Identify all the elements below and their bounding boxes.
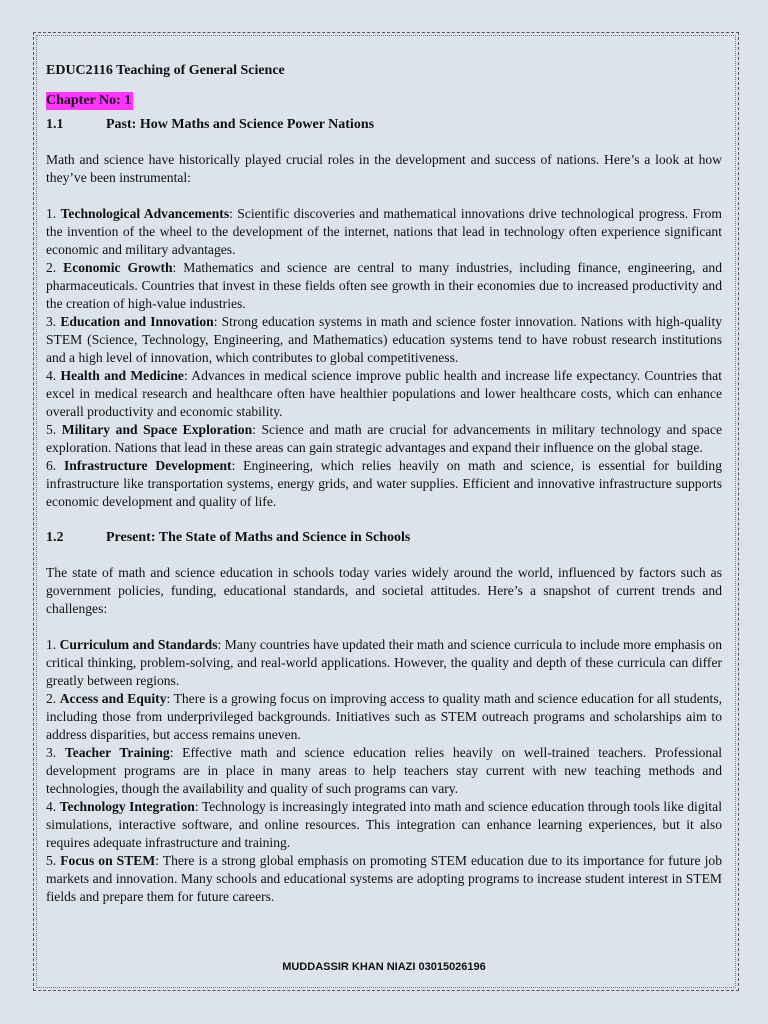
list-item-term: Teacher Training (64, 745, 170, 760)
chapter-label: Chapter No: 1 (46, 93, 132, 108)
section-heading-1-1 (46, 116, 722, 134)
list-item: 5. Military and Space Exploration: Science and math are crucial for advancements in military technology and space exploration. Nations that lead in these areas can gain strategic advantages and expand their influence on the global stage. (46, 422, 722, 455)
list-item-term: Health and Medicine (60, 368, 184, 383)
section-number: 1.1 (46, 117, 64, 132)
list-item: 2. Access and Equity: There is a growing focus on improving access to quality math and science education for all students, including those from underprivileged backgrounds. Initiatives such as STEM outreach programs and scholarships aim to address disparities, but access remains uneven. (46, 691, 723, 742)
list-item-text: : Science and math are crucial for advancements in military technology and space exploration. Nations that lead in these areas can gain strategic advantages and expand their influence on the global stage. (46, 422, 722, 455)
list-item-term: Curriculum and Standards (59, 637, 218, 652)
list-item: 1. Technological Advancements: Scientific discoveries and mathematical innovations drive technological progress. From the invention of the wheel to the development of the internet, nations that lead in technology often experience significant economic and military advantages. (46, 206, 722, 257)
list-item-term: Focus on STEM (60, 853, 156, 868)
list-item-term: Education and Innovation (60, 314, 214, 329)
list-item: 4. Technology Integration: Technology is increasingly integrated into math and science education through tools like digital simulations, interactive software, and online resources. This integration can enhance learning experiences, but it also requires adequate infrastructure and training. (46, 799, 722, 850)
section-list-1-2 (46, 636, 722, 906)
list-item-text: : There is a strong global emphasis on promoting STEM education due to its importance for future job markets and innovation. Many schools and educational systems are adopting programs to increase student interest in STEM fields and prepare them for future careers. (46, 853, 722, 904)
list-item-term: Access and Equity (59, 691, 167, 706)
list-item: 6. Infrastructure Development: Engineering, which relies heavily on math and science, is essential for building infrastructure like transportation systems, energy grids, and water supplies. Efficient and innovative infrastructure supports economic development and quality of life. (46, 458, 723, 509)
section-intro-1-2: The state of math and science education in schools today varies widely around the world, influenced by factors such as government policies, funding, educational standards, and societal attitudes. Here’s a snapshot of current trends and challenges: (46, 565, 722, 616)
list-item-term: Military and Space Exploration (61, 422, 253, 437)
list-item-term: Technology Integration (59, 799, 195, 814)
section-heading-1-2 (46, 529, 722, 547)
section-intro-1-1: Math and science have historically played crucial roles in the development and success of nations. Here’s a look at how they’ve been instrumental: (46, 152, 722, 185)
list-item-text: : Mathematics and science are central to many industries, including finance, engineering, and pharmaceuticals. Countries that invest in these fields often see growth in their economies due to increased productivity and the creation of high-value industries. (46, 260, 722, 311)
list-item-text: : Strong education systems in math and science foster innovation. Nations with high-quality STEM (Science, Technology, Engineering, and Mathematics) education systems tend to have robust research institutions and a high level of innovation, which contributes to global competitiveness. (46, 314, 723, 365)
section-number: 1.2 (46, 530, 64, 545)
list-item-text: : Effective math and science education relies heavily on well-trained teachers. Professional development programs are in place in many areas to help teachers stay current with new teaching methods and technologies, though the availability and quality of such programs can vary. (46, 745, 723, 796)
list-item: 5. Focus on STEM: There is a strong global emphasis on promoting STEM education due to its importance for future job markets and innovation. Many schools and educational systems are adopting programs to increase student interest in STEM fields and prepare them for future careers. (46, 853, 722, 904)
list-item-term: Economic Growth (63, 260, 173, 275)
list-item: 4. Health and Medicine: Advances in medical science improve public health and increase life expectancy. Countries that excel in medical research and healthcare often have healthier populations and lower healthcare costs, which can enhance overall productivity and economic stability. (46, 368, 722, 419)
section-title: Present: The State of Maths and Science in Schools (106, 530, 411, 545)
list-item: 3. Teacher Training: Effective math and science education relies heavily on well-trained teachers. Professional development programs are in place in many areas to help teachers stay current with new teaching methods and technologies, though the availability and quality of such programs can vary. (46, 745, 723, 796)
section-list-1-1 (46, 205, 722, 511)
document-content (46, 62, 722, 924)
document-title: EDUC2116 Teaching of General Science (46, 63, 285, 78)
section-title: Past: How Maths and Science Power Nations (106, 117, 375, 132)
list-item: 1. Curriculum and Standards: Many countries have updated their math and science curricula to include more emphasis on critical thinking, problem-solving, and real-world applications. However, the quality and depth of these curricula can differ greatly between regions. (46, 637, 723, 688)
list-item-text: : Scientific discoveries and mathematical innovations drive technological progress. From the invention of the wheel to the development of the internet, nations that lead in technology often experience significant economic and military advantages. (46, 206, 722, 257)
list-item: 3. Education and Innovation: Strong education systems in math and science foster innovation. Nations with high-quality STEM (Science, Technology, Engineering, and Mathematics) education systems tend to have robust research institutions and a high level of innovation, which contributes to global competitiveness. (46, 314, 723, 365)
list-item-text: : Many countries have updated their math and science curricula to include more emphasis on critical thinking, problem-solving, and real-world applications. However, the quality and depth of these curricula can differ greatly between regions. (46, 637, 723, 688)
list-item-term: Technological Advancements (60, 206, 230, 221)
list-item-term: Infrastructure Development (63, 458, 232, 473)
list-item-text: : Engineering, which relies heavily on math and science, is essential for building infrastructure like transportation systems, energy grids, and water supplies. Efficient and innovative infrastructure supports economic development and quality of life. (46, 458, 723, 509)
list-item-text: : Advances in medical science improve public health and increase life expectancy. Countries that excel in medical research and healthcare often have healthier populations and lower healthcare costs, which can enhance overall productivity and economic stability. (46, 368, 722, 419)
list-item-text: : Technology is increasingly integrated into math and science education through tools like digital simulations, interactive software, and online resources. This integration can enhance learning experiences, but it also requires adequate infrastructure and training. (46, 799, 722, 850)
footer-author: MUDDASSIR KHAN NIAZI 03015026196 (282, 961, 486, 973)
list-item: 2. Economic Growth: Mathematics and science are central to many industries, including finance, engineering, and pharmaceuticals. Countries that invest in these fields often see growth in their economies due to increased productivity and the creation of high-value industries. (46, 260, 722, 311)
list-item-text: : There is a growing focus on improving access to quality math and science education for all students, including those from underprivileged backgrounds. Initiatives such as STEM outreach programs and scholarships aim to address disparities, but access remains uneven. (46, 691, 723, 742)
